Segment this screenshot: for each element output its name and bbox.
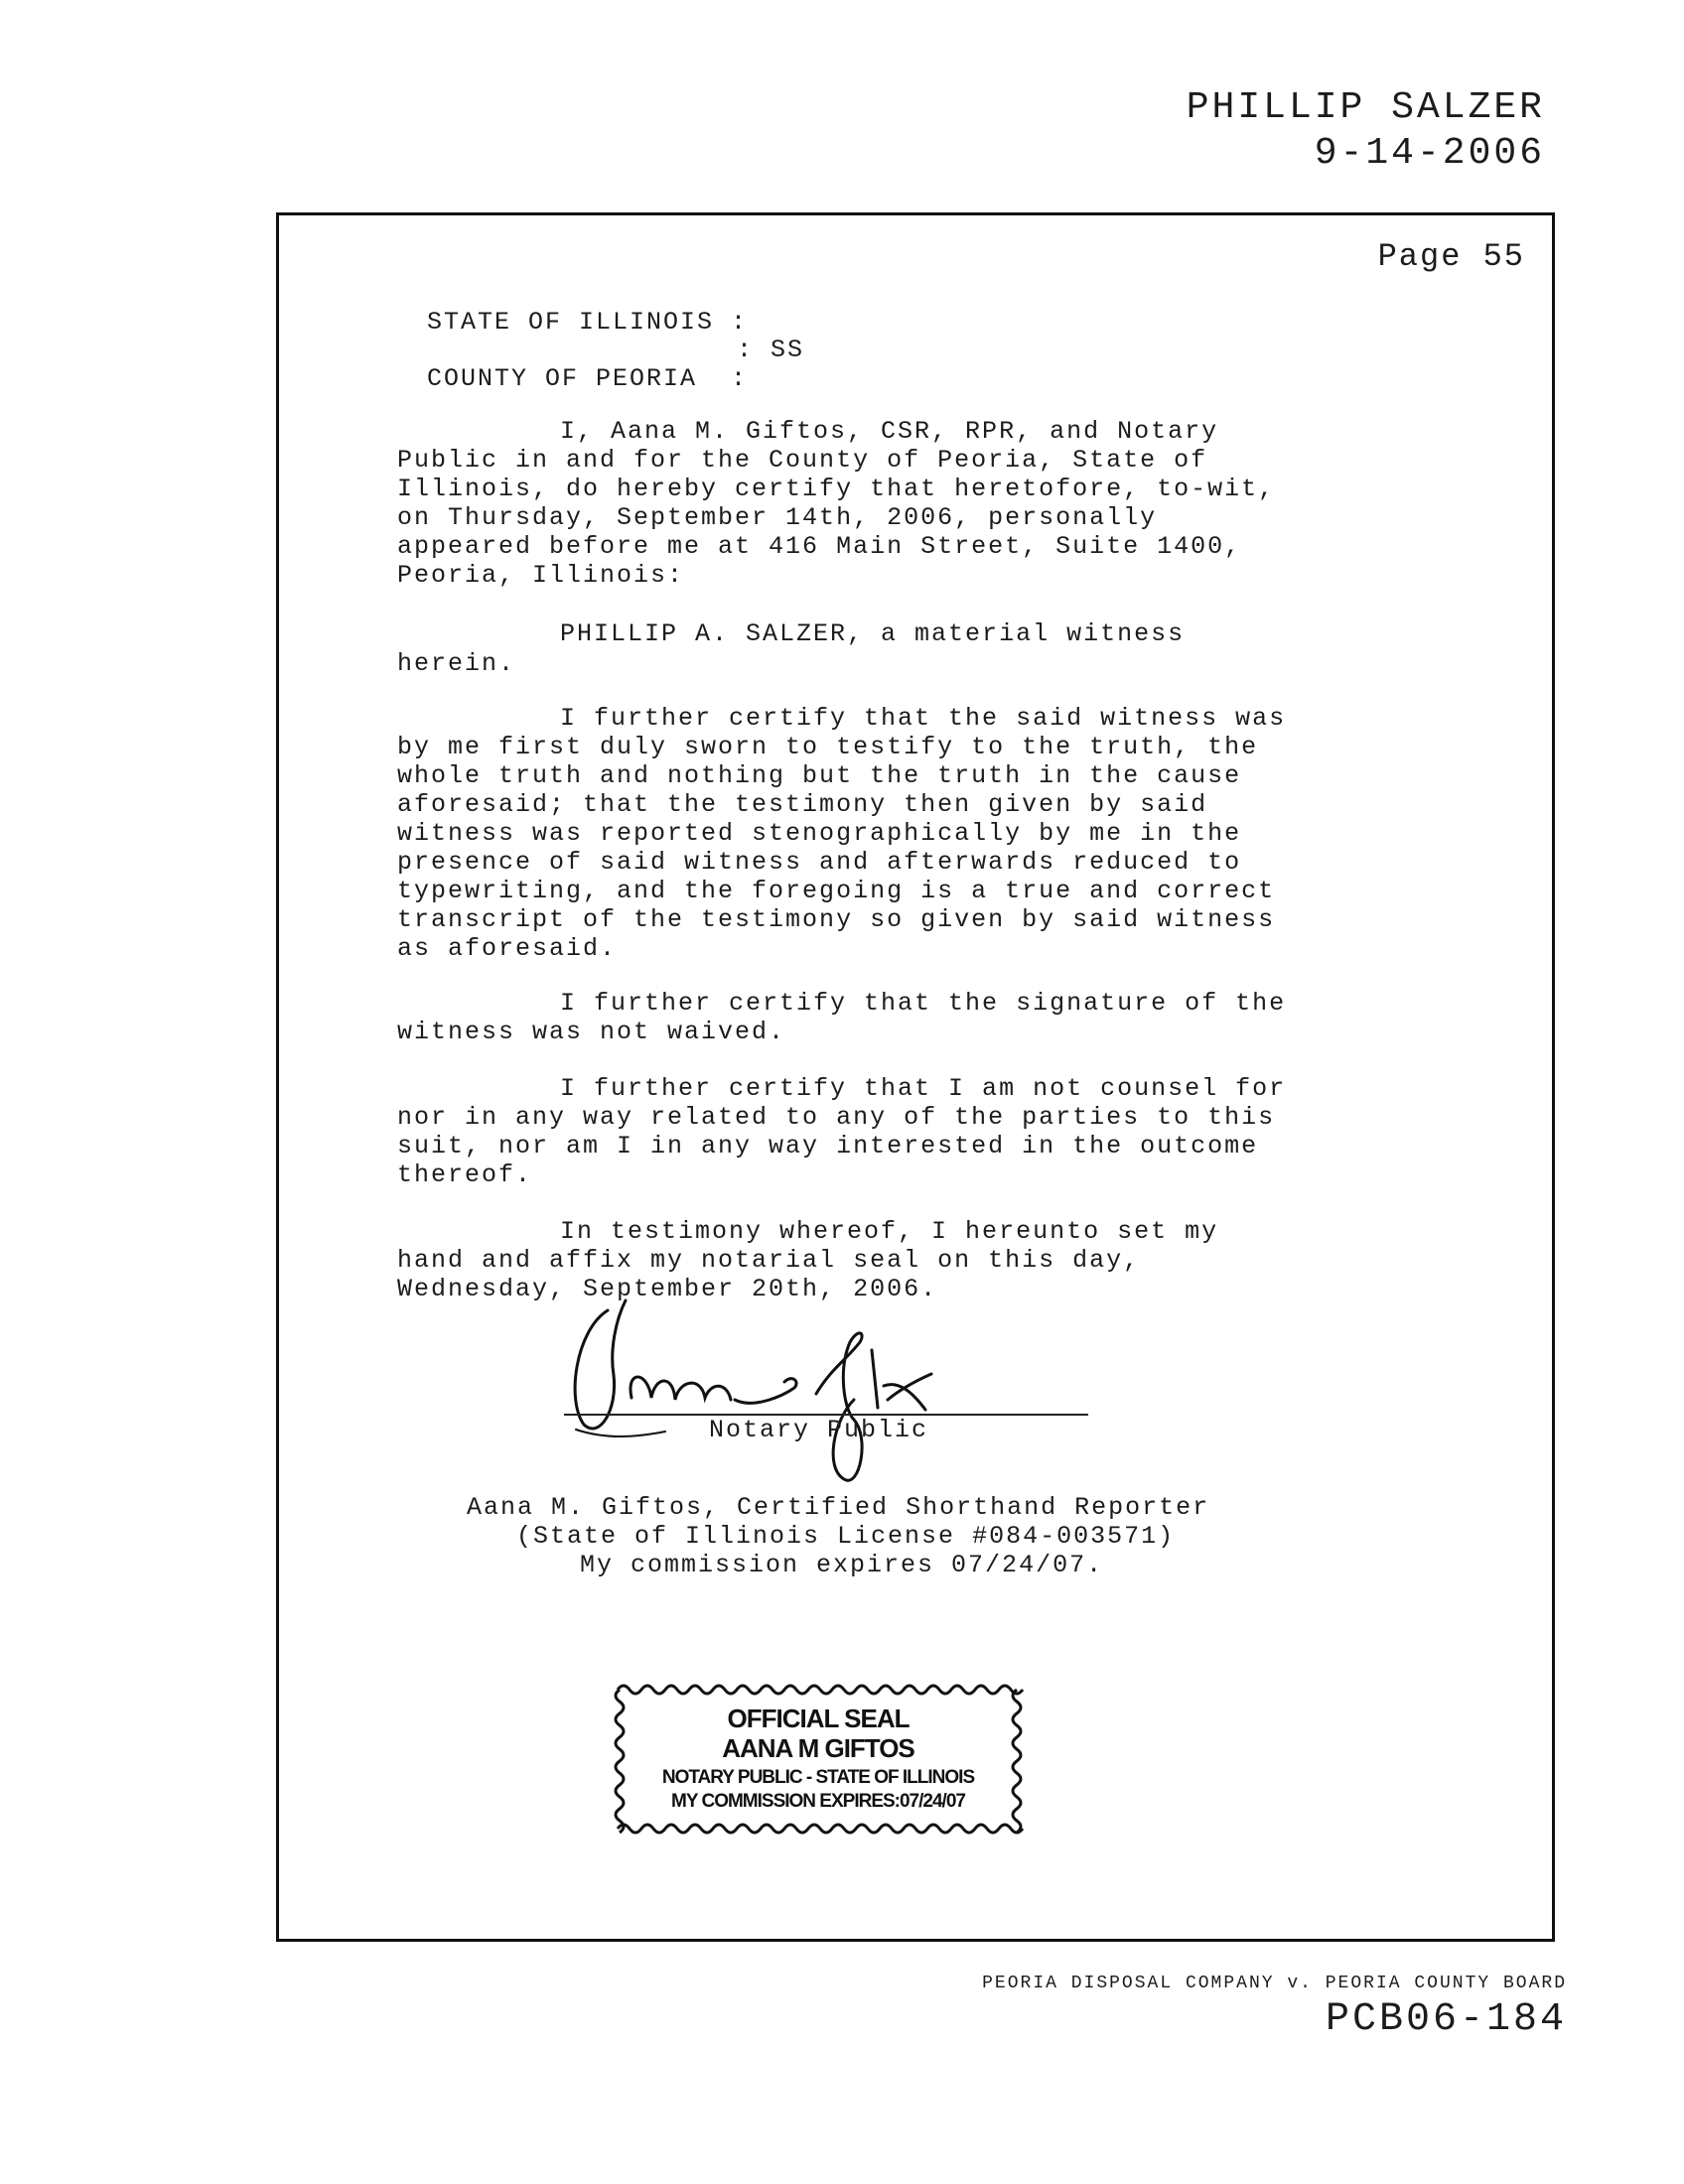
seal-line: NOTARY PUBLIC - STATE OF ILLINOIS <box>661 1767 975 1788</box>
seal-line: MY COMMISSION EXPIRES:07/24/07 <box>671 1791 965 1812</box>
venue-state: STATE OF ILLINOIS : <box>427 308 749 337</box>
sworn-line: typewriting, and the foregoing is a true and correct <box>397 877 1276 905</box>
notary-signature-image <box>556 1291 993 1499</box>
sworn-line: transcript of the testimony so given by said witness <box>397 905 1276 934</box>
waived-line: witness was not waived. <box>397 1018 786 1046</box>
testimony-line: hand and affix my notarial seal on this day, <box>397 1246 1141 1275</box>
counsel-line: thereof. <box>397 1160 533 1189</box>
sworn-line: I further certify that the said witness was <box>560 704 1287 733</box>
venue-county: COUNTY OF PEORIA : <box>427 364 749 393</box>
header-date: 9-14-2006 <box>1314 132 1545 175</box>
testimony-line: Wednesday, September 20th, 2006. <box>397 1275 938 1303</box>
reporter-name: Aana M. Giftos, Certified Shorthand Reporter <box>467 1493 1210 1522</box>
signature-caption: Notary Public <box>709 1416 929 1444</box>
reporter-commission: My commission expires 07/24/07. <box>580 1551 1104 1579</box>
intro-line: Peoria, Illinois: <box>397 561 685 590</box>
counsel-line: I further certify that I am not counsel for <box>560 1074 1287 1103</box>
sworn-line: by me first duly sworn to testify to the truth, the <box>397 733 1259 761</box>
sworn-line: presence of said witness and afterwards reduced to <box>397 848 1242 877</box>
witness-line: herein. <box>397 649 516 678</box>
page-number: Page 55 <box>1377 238 1525 275</box>
sworn-line: whole truth and nothing but the truth in the cause <box>397 761 1242 790</box>
intro-line: on Thursday, September 14th, 2006, personally <box>397 503 1158 532</box>
sworn-line: witness was reported stenographically by me in the <box>397 819 1242 848</box>
counsel-line: nor in any way related to any of the parties to this <box>397 1103 1276 1132</box>
seal-line: OFFICIAL SEAL <box>727 1704 910 1733</box>
witness-line: PHILLIP A. SALZER, a material witness <box>560 619 1186 648</box>
testimony-line: In testimony whereof, I hereunto set my <box>560 1217 1219 1246</box>
intro-line: Illinois, do hereby certify that heretofore, to-wit, <box>397 475 1276 503</box>
intro-line: appeared before me at 416 Main Street, Suite 1400, <box>397 532 1242 561</box>
reporter-license: (State of Illinois License #084-003571) <box>516 1522 1176 1551</box>
intro-line: Public in and for the County of Peoria, State of <box>397 446 1208 475</box>
header-witness-name: PHILLIP SALZER <box>1186 86 1545 129</box>
venue-ss: : SS <box>737 336 805 364</box>
footer-case-code: PCB06-184 <box>1325 1997 1567 2042</box>
intro-line: I, Aana M. Giftos, CSR, RPR, and Notary <box>560 417 1219 446</box>
footer-case-name: PEORIA DISPOSAL COMPANY v. PEORIA COUNTY BOARD <box>982 1974 1567 1993</box>
counsel-line: suit, nor am I in any way interested in the outcome <box>397 1132 1259 1160</box>
seal-line: AANA M GIFTOS <box>722 1733 914 1763</box>
sworn-line: aforesaid; that the testimony then given by said <box>397 790 1208 819</box>
sworn-line: as aforesaid. <box>397 934 618 963</box>
waived-line: I further certify that the signature of the <box>560 989 1287 1018</box>
official-seal-stamp <box>610 1680 1027 1839</box>
